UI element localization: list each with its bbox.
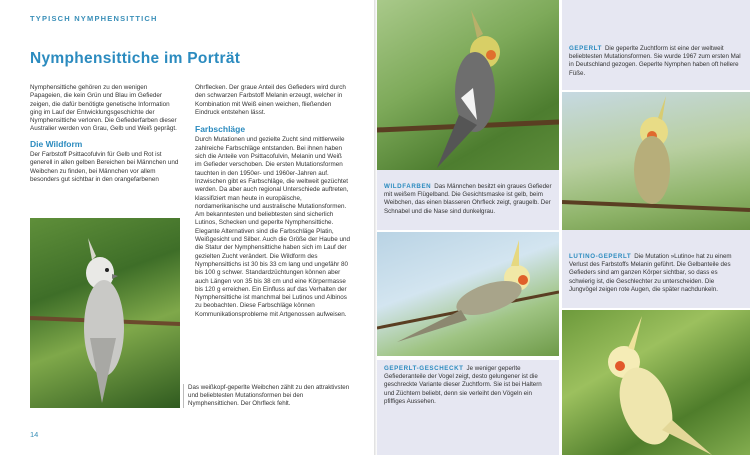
photo-geperlt-gescheckt <box>377 232 559 356</box>
farbschlaege-paragraph: Durch Mutationen und gezielte Zucht sind mittlerweile zahlreiche Farbschläge entstanden. Bei ihnen haben sich die Anteile von Psittacofulvin, Melanin und Weiß im Gefieder verschoben. Die ersten Mutationsformen tauchten in den 1950er- und 1960er-Jahren auf. Inzwischen gibt es Farbschläge, die weltweit gezüchtet werden. Da aber auch regional Unterschiede auftreten, klassifiziert man heute in europäische, nordamerikanische und australische Mutationsformen. Am bekanntesten und beliebtesten sind sicherlich Lutinos, Schecken und geperlte Nymphensittiche. Elegante Alternativen sind die Farbschläge Platin, Weißgesicht und Silber. Auch die Größe der Haube und die Statur der Nymphensittiche haben sich im Lauf der gezielten Zucht verändert. Die Wildform des Nymphensittichs ist 30 bis 33 cm lang und ungefähr 80 bis 100 g schwer. Standardzüchtungen können aber auch Längen von 35 bis 38 cm und eine Körpermasse bis 120 g erreichen. Ein Einfluss auf das Verhalten der Nymphensittiche ist manchmal bei Lutinos und Albinos zu beobachten. Diese Farbschläge können Kommunikationsprobleme mit Artgenossen aufweisen. <box>195 136 350 318</box>
caption-panel-mid2 <box>562 230 750 248</box>
caption-text: Die geperlte Zuchtform ist eine der weltweit beliebtesten Mutationsformen. Sie wurde 1967 zum ersten Mal in Deutschland gezogen. Geperlte Nymphen haben oft hellere Füße. <box>569 45 741 77</box>
caption-panel-mid <box>377 170 559 178</box>
continued-paragraph: Ohrflecken. Der graue Anteil des Gefieders wird durch den schwarzen Farbstoff Melanin erzeugt, welcher in Kombination mit Weiß einen weichen, fließenden Eindruck entstehen lässt. <box>195 84 346 116</box>
farbschlaege-heading: Farbschläge <box>195 124 246 135</box>
text-column-2 <box>195 84 350 319</box>
caption-text: Je weniger geperlte Gefiederanteile der Vogel zeigt, desto gelungener ist die geschreckte Variante dieser Zuchtform. Sie ist bei Haltern und Züchtern beliebt, denn sie verleiht den Vögeln ein pfiffiges Aussehen. <box>384 365 542 405</box>
cockatiel-pied-illustration <box>377 232 559 356</box>
photo-lutino-geperlt <box>562 310 750 455</box>
caption-label: GEPERLT-GESCHECKT <box>384 365 464 372</box>
intro-paragraph: Nymphensittiche gehören zu den wenigen Papageien, die kein Grün und Blau im Gefieder zeigen, die dafür benötigte genetische Information ging im Lauf der Entwicklungsgeschichte der Nymphensittiche verloren. Die Gefiederfarben dieser Australier werden von Grau, Gelb und Weiß geprägt. <box>30 84 177 133</box>
caption-panel-top <box>562 0 750 40</box>
caption-geperlt-gescheckt <box>377 360 559 455</box>
photo-wildfarben <box>377 0 559 170</box>
cockatiel-illustration <box>30 218 180 408</box>
caption-geperlt <box>562 40 750 90</box>
caption-label: LUTINO-GEPERLT <box>569 253 632 260</box>
caption-text: Die Mutation »Lutino« hat zu einem Verlust des Farbstoffs Melanin geführt. Die Gelbanteile des Gefieders sind am ganzen Körper sichtbar, so dass es schwierig ist, die Geschlechter zu unterscheiden. Die Jungvögel zeigen rote Augen, die später nachdunkeln. <box>569 253 732 293</box>
running-head: TYPISCH NYMPHENSITTICH <box>30 14 158 23</box>
wildform-heading: Die Wildform <box>30 138 83 149</box>
wildform-paragraph: Der Farbstoff Psittacofulvin für Gelb und Rot ist generell in allen gelben Bereichen bei Männchen und Weibchen zu finden, bei Männchen vor allem besonders gut sichtbar in den orangefarbenen <box>30 151 179 183</box>
caption-label: WILDFARBEN <box>384 183 432 190</box>
caption-text: Das Männchen besitzt ein graues Gefieder mit weißem Flügelband. Die Gesichtsmaske ist gelb, beim Weibchen, das einen blasseren Ohrfleck zeigt, graugelb. Der Schnabel und die Nase sind dunkelgrau. <box>384 183 552 215</box>
cockatiel-pearl-illustration <box>562 92 750 230</box>
page-number: 14 <box>30 430 39 439</box>
text-column-1 <box>30 84 180 184</box>
photo-pearl-female <box>30 218 180 408</box>
cockatiel-lutino-illustration <box>562 310 750 455</box>
caption-wildfarben <box>377 178 559 230</box>
photo-geperlt <box>562 92 750 230</box>
caption-lutino-geperlt <box>562 248 750 308</box>
cockatiel-grey-illustration <box>377 0 559 170</box>
caption-label: GEPERLT <box>569 45 602 52</box>
page-title: Nymphensittiche im Porträt <box>30 50 241 67</box>
photo-caption: Das weißkopf-geperlte Weibchen zählt zu den attraktivsten und beliebtesten Mutationsformen bei den Nymphensittichen. Der Ohrfleck fehlt. <box>183 384 353 408</box>
